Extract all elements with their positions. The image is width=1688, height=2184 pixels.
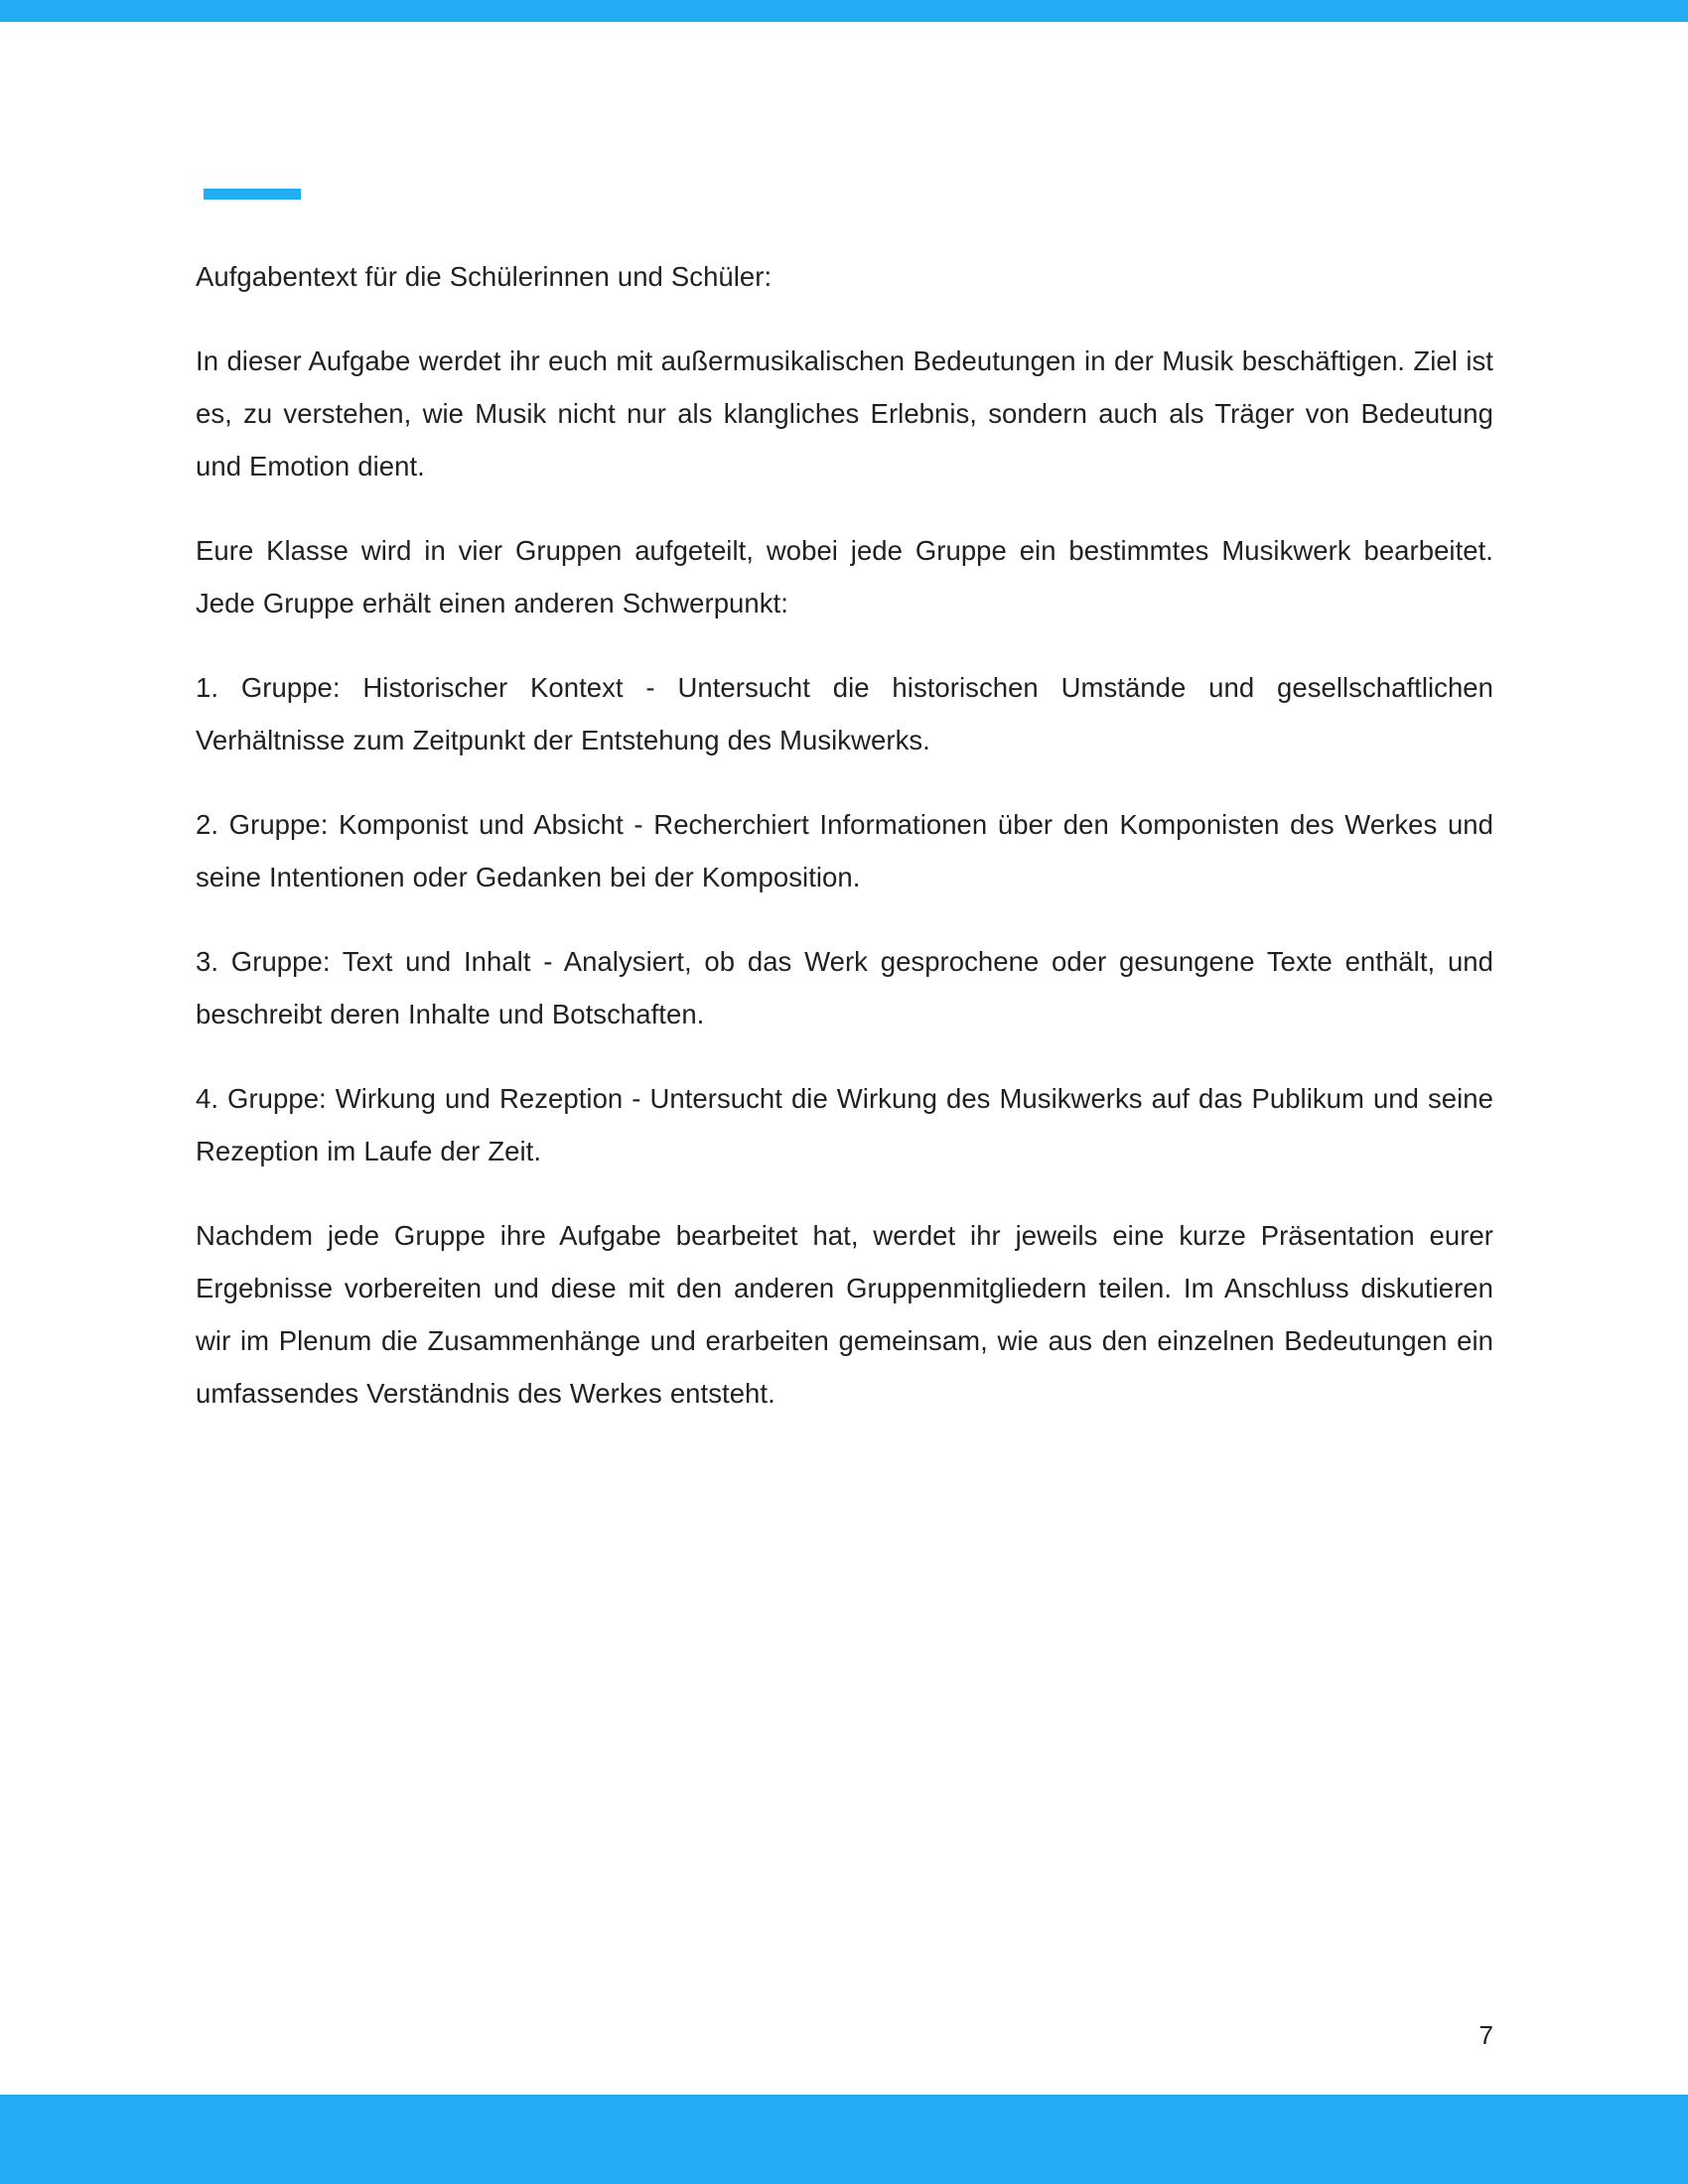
closing-paragraph: Nachdem jede Gruppe ihre Aufgabe bearbeitet hat, werdet ihr jeweils eine kurze Präsentation eurer Ergebnisse vorbereiten und diese mit den anderen Gruppenmitgliedern teilen. Im Anschluss diskutieren wir im Plenum die Zusammenhänge und erarbeiten gemeinsam, wie aus den einzelnen Bedeutungen ein umfassendes Verständnis des Werkes entsteht. xyxy=(196,1220,1493,1409)
bottom-accent-band xyxy=(0,2095,1688,2184)
lead-paragraph: Aufgabentext für die Schülerinnen und Schüler: xyxy=(196,261,773,292)
group-2-paragraph: 2. Gruppe: Komponist und Absicht - Recherchiert Informationen über den Komponisten des Werkes und seine Intentionen oder Gedanken bei der Komposition. xyxy=(196,809,1493,892)
intro-paragraph: In dieser Aufgabe werdet ihr euch mit außermusikalischen Bedeutungen in der Musik beschäftigen. Ziel ist es, zu verstehen, wie Musik nicht nur als klangliches Erlebnis, sondern auch als Träger von Bedeutung und Emotion dient. xyxy=(196,345,1493,481)
top-accent-band xyxy=(0,0,1688,22)
document-body xyxy=(196,250,1493,1420)
group-3-paragraph: 3. Gruppe: Text und Inhalt - Analysiert, ob das Werk gesprochene oder gesungene Texte enthält, und beschreibt deren Inhalte und Botschaften. xyxy=(196,946,1493,1029)
groups-intro-paragraph: Eure Klasse wird in vier Gruppen aufgeteilt, wobei jede Gruppe ein bestimmtes Musikwerk bearbeitet. Jede Gruppe erhält einen anderen Schwerpunkt: xyxy=(196,535,1493,618)
group-4-paragraph: 4. Gruppe: Wirkung und Rezeption - Untersucht die Wirkung des Musikwerks auf das Publikum und seine Rezeption im Laufe der Zeit. xyxy=(196,1083,1493,1166)
group-1-paragraph: 1. Gruppe: Historischer Kontext - Untersucht die historischen Umstände und gesellschaftlichen Verhältnisse zum Zeitpunkt der Entstehung des Musikwerks. xyxy=(196,672,1493,755)
page-number: 7 xyxy=(1478,2020,1493,2050)
heading-accent-rule xyxy=(204,189,301,200)
